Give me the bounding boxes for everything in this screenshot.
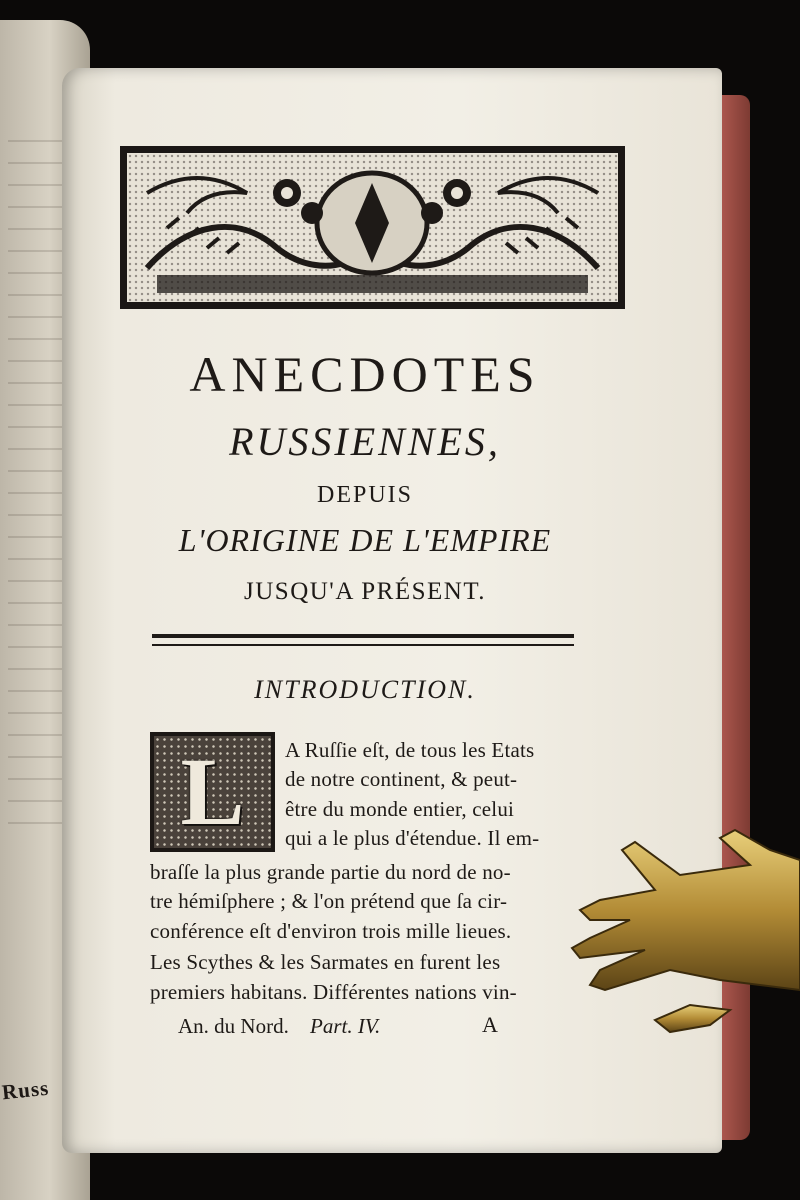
body-line: qui a le plus d'étendue. Il em- xyxy=(285,826,540,850)
signature-part: Part. IV. xyxy=(310,1014,381,1038)
book-subtitle: RUSSIENNES, xyxy=(229,419,501,464)
signature-letter: A xyxy=(482,1012,498,1037)
book-title: ANECDOTES xyxy=(189,346,541,402)
left-page-bleed-text xyxy=(8,140,68,840)
left-page-running-text: Russ xyxy=(0,1075,51,1105)
drop-cap-initial xyxy=(150,732,275,852)
body-line: A Ruſſie eſt, de tous les Etats xyxy=(285,738,535,762)
drop-cap-letter: L xyxy=(180,738,245,845)
title-line-depuis: DEPUIS xyxy=(316,482,413,508)
double-rule-bottom xyxy=(152,644,574,646)
title-line-jusqua: JUSQU'A PRÉSENT. xyxy=(244,578,486,605)
body-line: de notre continent, & peut- xyxy=(285,767,518,791)
body-line: être du monde entier, celui xyxy=(285,797,515,821)
body-line: Les Scythes & les Sarmates en furent les xyxy=(150,950,501,974)
title-line-origine: L'ORIGINE DE L'EMPIRE xyxy=(178,522,552,558)
body-line: braſſe la plus grande partie du nord de no- xyxy=(150,860,511,884)
double-rule-top xyxy=(152,634,574,638)
body-line: conférence eſt d'environ trois mille lieues. xyxy=(150,919,512,943)
body-line: tre hémiſphere ; & l'on prétend que ſa cir- xyxy=(150,889,508,913)
signature-mark: An. du Nord. xyxy=(178,1014,289,1038)
body-line: premiers habitans. Différentes nations vin- xyxy=(150,980,517,1004)
section-heading: INTRODUCTION. xyxy=(254,675,476,704)
brass-hand-page-holder-icon xyxy=(560,820,800,1050)
floral-headpiece-ornament-icon xyxy=(120,146,625,309)
